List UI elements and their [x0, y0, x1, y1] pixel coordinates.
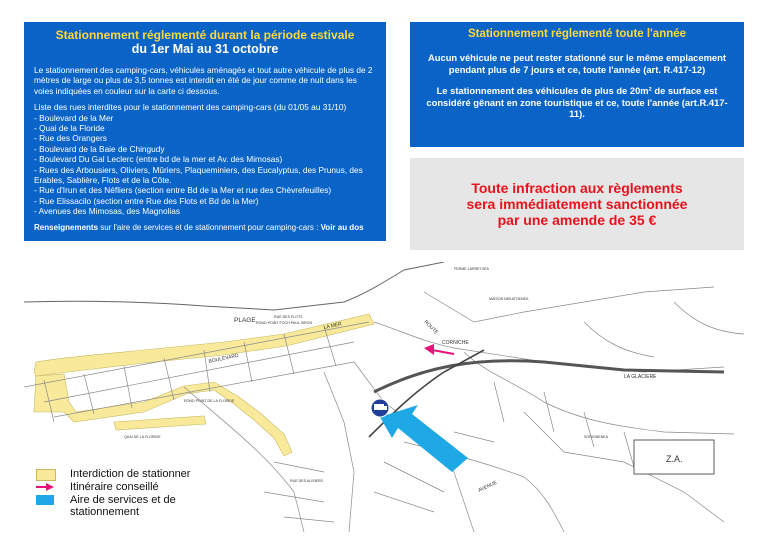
- service-area-arrow: [380, 405, 468, 472]
- rue-des-flots-label: RUE DES FLOTS: [274, 315, 303, 319]
- summer-dates: du 1er Mai au 31 octobre: [131, 42, 279, 56]
- ferme-label: FERME LARRETXEA: [454, 267, 489, 271]
- street-item: - Rue Elissacilo (section entre Rue des Flots et Bd de la Mer): [34, 195, 259, 206]
- street-item: - Rue des Orangers: [34, 133, 107, 144]
- forbidden-zone-quai: [114, 416, 206, 430]
- yearly-rule-7-days: Aucun véhicule ne peut rester stationné sur le même emplacement pendant plus de 7 jours et ce, toute l'année (art. R.417-12): [427, 52, 726, 75]
- maison-label: MAISON NEKATOENEA: [489, 297, 529, 301]
- service-swatch: [36, 495, 54, 505]
- street-item: - Boulevard de la Baie de Chingudy: [34, 143, 165, 154]
- boulevard-label: BOULEVARD: [208, 352, 240, 365]
- summer-intro: Le stationnement des camping-cars, véhicules aménagés et tout autre véhicule de plus de 2 mètres de large ou plus de 3,5 tonnes est interdit en été de jour comme de nuit dans les voies indiquées en couleur sur la carte ci dessous.: [34, 65, 373, 96]
- rue-alisiers-label: RUE DES ALISIERS: [290, 479, 323, 483]
- rond-point-foch-label: ROND POINT FOCH PAUL SIRON: [256, 321, 313, 325]
- legend-service-label-2: stationnement: [70, 506, 140, 518]
- street-list-title: Liste des rues interdites pour le stationnement des camping-cars (du 01/05 au 31/10): [34, 102, 347, 113]
- fine-warning-panel: [410, 158, 744, 250]
- corniche-label: CORNICHE: [442, 340, 469, 346]
- legend-forbidden-label: Interdiction de stationner: [70, 468, 191, 480]
- fine-line-3: par une amende de 35 €: [497, 212, 657, 228]
- rond-point-floride-label: ROND POINT DE LA FLORIDE: [184, 399, 235, 403]
- glaciere-label: LA GLACIERE: [624, 374, 657, 380]
- forbidden-zone-floride: [34, 374, 292, 456]
- street-item: - Boulevard de la Mer: [34, 112, 114, 123]
- route-label: ROUTE: [422, 319, 440, 336]
- info-text: sur l'aire de services et de stationnement pour camping-cars :: [98, 222, 321, 232]
- yearly-regulation-panel: [410, 22, 744, 147]
- legend-service-label: Aire de services et de: [70, 494, 176, 506]
- yearly-title: Stationnement réglementé toute l'année: [467, 28, 687, 40]
- plage-label: PLAGE: [234, 317, 256, 324]
- info-label: Renseignements: [34, 222, 99, 232]
- street-item: - Quai de la Floride: [34, 123, 105, 134]
- street-list: [34, 113, 376, 217]
- info-line: [34, 223, 376, 232]
- street-item: - Rues des Arbousiers, Oliviers, Mûriers, Plaqueminiers, des Eucalyptus, des Prunus, des Erables, Sablière, Flots et de la Côte.: [34, 164, 363, 186]
- forbidden-swatch: [36, 469, 56, 481]
- street-item: - Rue d'Irun et des Néfliers (section entre Bd de la Mer et rue des Chèvrefeuilles): [34, 185, 332, 196]
- yearly-rule-20m2: Le stationnement des véhicules de plus de 20m² de surface est considéré gênant en zone touristique et ce, toute l'année (art.R.417-11).: [426, 85, 728, 120]
- forbidden-zone-boulevard: [34, 314, 374, 376]
- street-item: - Avenues des Mimosas, des Magnolias: [34, 206, 181, 217]
- fine-line-1: Toute infraction aux règlements: [471, 180, 683, 196]
- camping-car-icon[interactable]: [371, 399, 389, 417]
- main-road: [374, 361, 724, 392]
- legend-route-label: Itinéraire conseillé: [70, 481, 159, 493]
- avenue-label: AVENUE: [477, 479, 499, 494]
- info-link[interactable]: Voir au dos: [320, 222, 364, 232]
- la-mer-label: LA MER: [323, 321, 343, 331]
- route-arrow-icon: [36, 482, 54, 492]
- za-label: Z.A.: [666, 454, 683, 464]
- quai-floride-label: QUAI DE LA FLORIDE: [124, 435, 161, 439]
- summer-title: Stationnement réglementé durant la période estivale: [55, 28, 355, 42]
- coastline: [24, 262, 444, 310]
- summer-regulation-panel: [24, 22, 386, 241]
- street-item: - Boulevard Du Gal Leclerc (entre bd de la mer et Av. des Mimosas): [34, 154, 283, 165]
- fine-line-2: sera immédiatement sanctionnée: [466, 196, 688, 212]
- sorginenea-label: SORGINENEA: [584, 435, 608, 439]
